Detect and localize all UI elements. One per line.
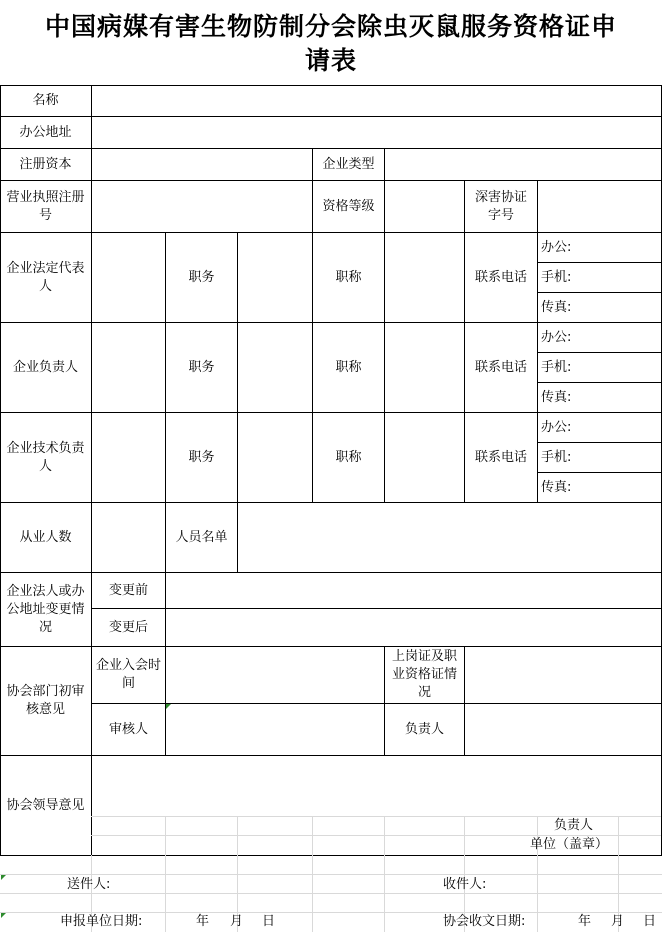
field-legal-rep-position[interactable] — [238, 233, 312, 322]
label-receive-year: 年 — [578, 914, 592, 929]
cell-indicator-icon — [166, 704, 171, 709]
label-leader-opinion: 协会领导意见 — [6, 797, 85, 813]
label-sign-responsible: 负责人 — [554, 818, 594, 833]
label-tech-lead: 企业技术负责人 — [6, 440, 85, 474]
label-after-change: 变更后 — [108, 619, 148, 635]
label-office-address: 办公地址 — [19, 124, 72, 140]
sheet-gridline — [312, 816, 313, 855]
cell-indicator-icon — [1, 875, 6, 880]
sheet-gridline — [312, 855, 313, 932]
sheet-gridline — [237, 816, 238, 855]
field-office-phone[interactable]: 办公: — [541, 329, 572, 345]
label-person-in-charge: 企业负责人 — [12, 359, 78, 375]
field-responsible[interactable] — [465, 704, 661, 755]
label-contact-phone: 联系电话 — [474, 359, 527, 375]
label-registered-capital: 注册资本 — [19, 156, 72, 172]
field-person-in-charge-title[interactable] — [385, 323, 464, 412]
label-enterprise-type: 企业类型 — [322, 156, 375, 172]
sheet-gridline — [384, 855, 385, 932]
field-enterprise-type[interactable] — [385, 149, 661, 180]
field-after-change[interactable] — [166, 609, 661, 646]
label-legal-rep: 企业法定代表人 — [6, 260, 85, 294]
sheet-gridline — [618, 816, 619, 855]
sheet-gridline — [464, 816, 465, 855]
label-contact-phone: 联系电话 — [474, 449, 527, 465]
field-tech-lead[interactable] — [92, 413, 165, 502]
form-title — [0, 10, 662, 78]
label-title: 职称 — [335, 449, 362, 465]
sheet-gridline — [384, 816, 385, 855]
label-apply-month: 月 — [230, 914, 244, 929]
label-apply-date: 申报单位日期: — [60, 914, 143, 929]
field-join-time[interactable] — [166, 647, 384, 703]
form-title-line1: 中国病媒有害生物防制分会除虫灭鼠服务资格证申 — [44, 12, 617, 41]
cell-indicator-icon — [1, 913, 6, 918]
label-position: 职务 — [188, 269, 215, 285]
field-mobile-phone[interactable]: 手机: — [541, 269, 572, 285]
form-title-line2: 请表 — [304, 46, 357, 75]
sheet-gridline — [537, 855, 538, 932]
field-legal-rep[interactable] — [92, 233, 165, 322]
label-employee-count: 从业人数 — [19, 529, 72, 545]
field-business-license[interactable] — [92, 181, 312, 232]
label-title: 职称 — [335, 269, 362, 285]
label-qualification-grade: 资格等级 — [322, 198, 375, 214]
grid-line — [0, 855, 662, 856]
label-apply-day: 日 — [262, 914, 276, 929]
field-office-phone[interactable]: 办公: — [541, 419, 572, 435]
label-position: 职务 — [188, 359, 215, 375]
field-cert-status[interactable] — [465, 647, 661, 703]
label-dept-review: 协会部门初审核意见 — [6, 684, 85, 717]
field-name[interactable] — [92, 86, 661, 116]
field-employee-count[interactable] — [92, 503, 165, 572]
field-tech-lead-title[interactable] — [385, 413, 464, 502]
field-association-cert-no[interactable] — [538, 181, 661, 232]
field-person-in-charge-position[interactable] — [238, 323, 312, 412]
label-sign-unit: 单位（盖章） — [530, 837, 609, 852]
field-tech-lead-position[interactable] — [238, 413, 312, 502]
sheet-gridline — [165, 855, 166, 932]
sheet-gridline — [0, 874, 662, 875]
label-receive-date: 协会收文日期: — [443, 914, 526, 929]
label-business-license: 营业执照注册号 — [6, 189, 85, 223]
field-staff-list[interactable] — [238, 503, 661, 572]
field-fax[interactable]: 传真: — [541, 299, 572, 315]
field-reviewer[interactable] — [166, 704, 384, 755]
label-staff-list: 人员名单 — [175, 529, 228, 545]
field-legal-rep-title[interactable] — [385, 233, 464, 322]
field-fax[interactable]: 传真: — [541, 389, 572, 405]
label-cert-status: 上岗证及职业资格证情况 — [391, 649, 457, 700]
field-office-phone[interactable]: 办公: — [541, 239, 572, 255]
label-sender: 送件人: — [67, 877, 111, 892]
field-leader-opinion[interactable] — [92, 756, 661, 816]
label-association-cert-no: 深害协证字号 — [475, 189, 528, 223]
label-reviewer: 审核人 — [108, 721, 148, 737]
label-receive-month: 月 — [611, 914, 625, 929]
label-responsible: 负责人 — [404, 721, 444, 737]
field-fax[interactable]: 传真: — [541, 479, 572, 495]
label-title: 职称 — [335, 359, 362, 375]
field-registered-capital[interactable] — [92, 149, 312, 180]
field-mobile-phone[interactable]: 手机: — [541, 449, 572, 465]
label-apply-year: 年 — [196, 914, 210, 929]
label-position: 职务 — [188, 449, 215, 465]
label-before-change: 变更前 — [108, 582, 148, 598]
label-name: 名称 — [32, 93, 59, 108]
field-before-change[interactable] — [166, 573, 661, 608]
label-contact-phone: 联系电话 — [474, 269, 527, 285]
label-receive-day: 日 — [643, 914, 657, 929]
label-receiver: 收件人: — [443, 877, 487, 892]
field-mobile-phone[interactable]: 手机: — [541, 359, 572, 375]
field-office-address[interactable] — [92, 117, 661, 148]
label-join-time: 企业入会时间 — [95, 658, 161, 691]
field-qualification-grade[interactable] — [385, 181, 464, 232]
field-person-in-charge[interactable] — [92, 323, 165, 412]
label-change-situation: 企业法人或办公地址变更情况 — [6, 583, 85, 635]
sheet-gridline — [165, 816, 166, 855]
